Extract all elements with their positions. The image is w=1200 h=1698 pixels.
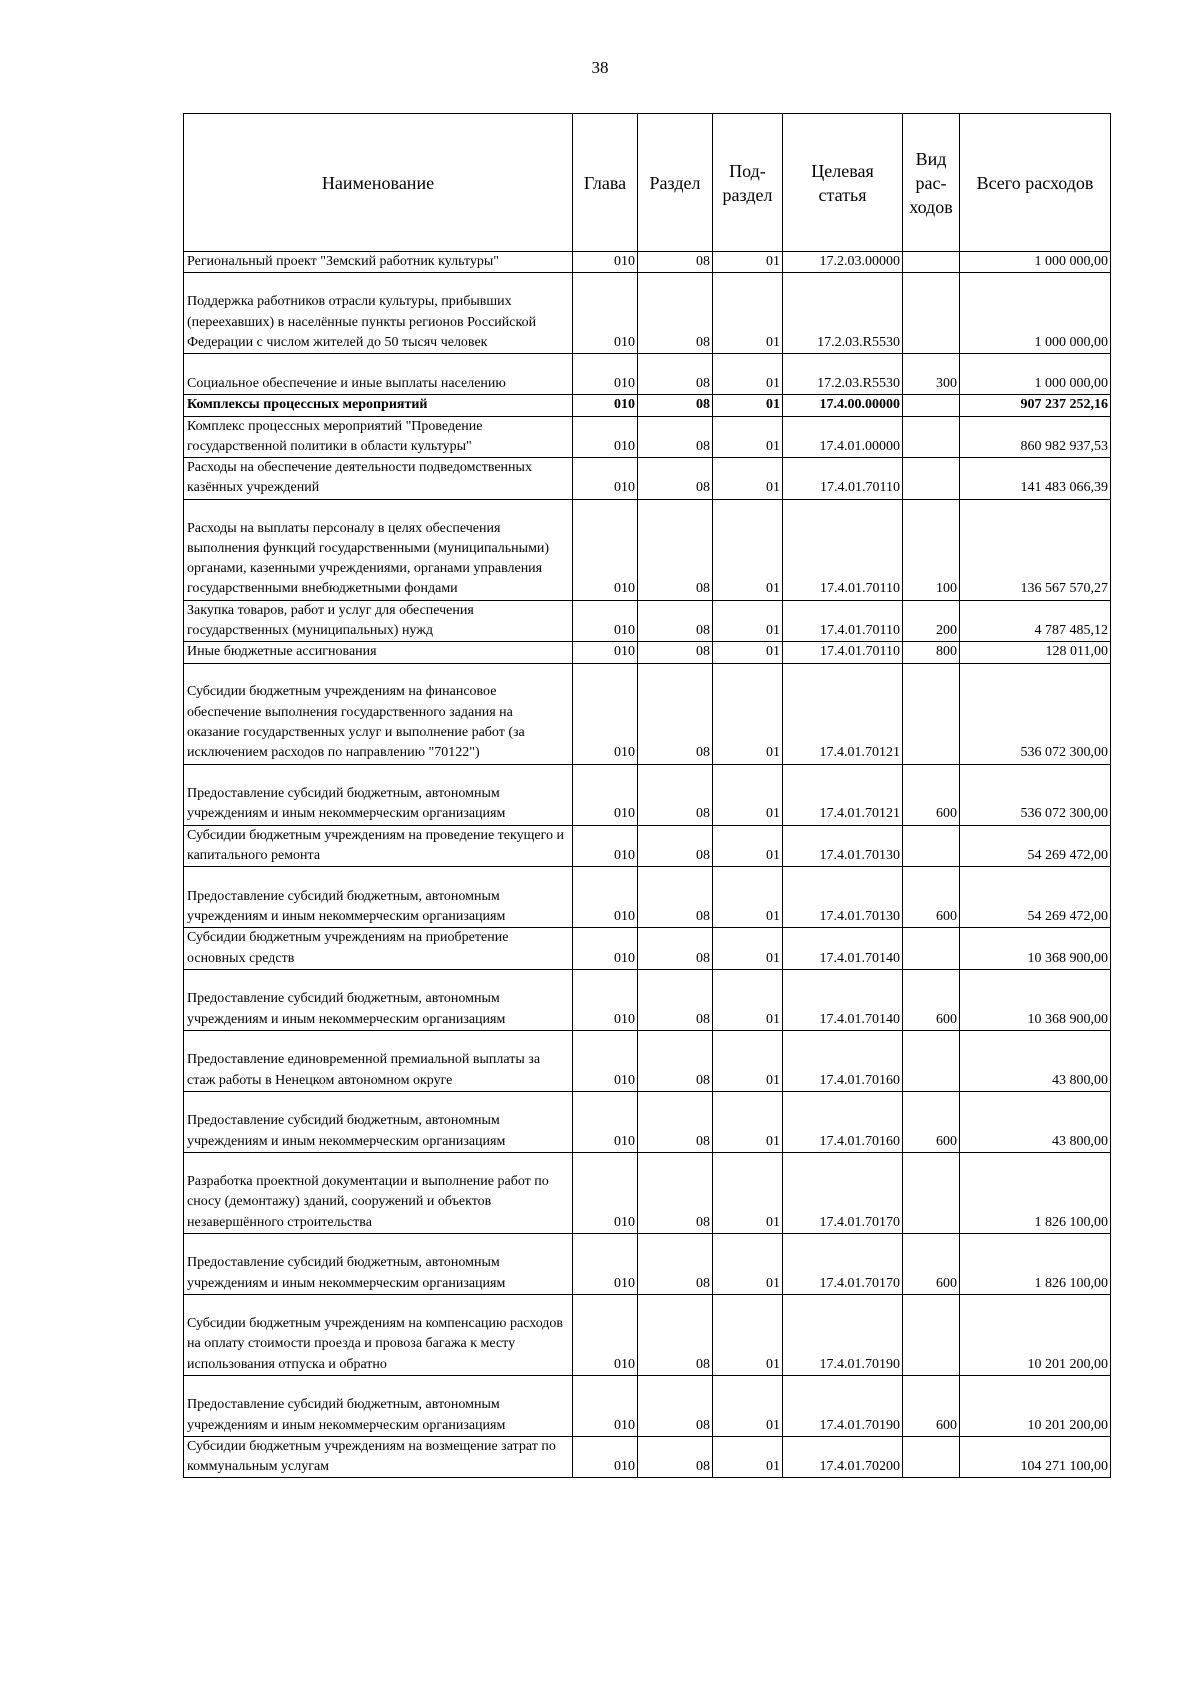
row-expense-type bbox=[903, 273, 960, 354]
row-section: 08 bbox=[638, 458, 713, 500]
row-target-article: 17.2.03.R5530 bbox=[783, 273, 903, 354]
header-target-article: Целевая статья bbox=[783, 114, 903, 252]
header-expense-type: Вид рас- ходов bbox=[903, 114, 960, 252]
row-subsection: 01 bbox=[713, 1233, 783, 1294]
row-target-article: 17.2.03.00000 bbox=[783, 252, 903, 273]
row-section: 08 bbox=[638, 600, 713, 642]
row-section: 08 bbox=[638, 663, 713, 764]
row-chapter: 010 bbox=[573, 600, 638, 642]
row-chapter: 010 bbox=[573, 1091, 638, 1152]
row-target-article: 17.4.01.70170 bbox=[783, 1233, 903, 1294]
row-expense-type bbox=[903, 395, 960, 416]
row-chapter: 010 bbox=[573, 663, 638, 764]
header-total: Всего расходов bbox=[960, 114, 1111, 252]
table-header-row bbox=[184, 114, 1111, 252]
row-expense-type bbox=[903, 1030, 960, 1091]
table-row bbox=[184, 499, 1111, 600]
row-total: 54 269 472,00 bbox=[960, 825, 1111, 867]
row-expense-type: 800 bbox=[903, 642, 960, 663]
row-target-article: 17.4.01.70121 bbox=[783, 663, 903, 764]
row-name: Предоставление субсидий бюджетным, автономным учреждениям и иным некоммерческим организациям bbox=[184, 1091, 573, 1152]
row-name: Расходы на выплаты персоналу в целях обеспечения выполнения функций государственными (муниципальными) органами, казенными учреждениями, органами управления государственными внебюджетными фондами bbox=[184, 499, 573, 600]
row-expense-type bbox=[903, 825, 960, 867]
row-subsection: 01 bbox=[713, 867, 783, 928]
row-subsection: 01 bbox=[713, 1091, 783, 1152]
row-subsection: 01 bbox=[713, 1030, 783, 1091]
row-name: Закупка товаров, работ и услуг для обеспечения государственных (муниципальных) нужд bbox=[184, 600, 573, 642]
row-chapter: 010 bbox=[573, 1294, 638, 1375]
row-expense-type: 600 bbox=[903, 867, 960, 928]
table-row bbox=[184, 600, 1111, 642]
row-subsection: 01 bbox=[713, 663, 783, 764]
row-name: Субсидии бюджетным учреждениям на финансовое обеспечение выполнения государственного задания на оказание государственных услуг и выполнение работ (за исключением расходов по направлению "70122") bbox=[184, 663, 573, 764]
row-subsection: 01 bbox=[713, 354, 783, 395]
row-subsection: 01 bbox=[713, 499, 783, 600]
table-row bbox=[184, 1294, 1111, 1375]
row-subsection: 01 bbox=[713, 642, 783, 663]
row-subsection: 01 bbox=[713, 273, 783, 354]
row-name: Предоставление единовременной премиальной выплаты за стаж работы в Ненецком автономном округе bbox=[184, 1030, 573, 1091]
row-total: 54 269 472,00 bbox=[960, 867, 1111, 928]
row-name: Региональный проект "Земский работник культуры" bbox=[184, 252, 573, 273]
row-target-article: 17.4.01.70130 bbox=[783, 867, 903, 928]
row-total: 4 787 485,12 bbox=[960, 600, 1111, 642]
row-section: 08 bbox=[638, 825, 713, 867]
row-chapter: 010 bbox=[573, 867, 638, 928]
row-name: Предоставление субсидий бюджетным, автономным учреждениям и иным некоммерческим организациям bbox=[184, 1233, 573, 1294]
row-target-article: 17.4.01.70190 bbox=[783, 1294, 903, 1375]
table-row bbox=[184, 764, 1111, 825]
row-subsection: 01 bbox=[713, 1152, 783, 1233]
row-expense-type: 100 bbox=[903, 499, 960, 600]
row-target-article: 17.4.01.70140 bbox=[783, 928, 903, 970]
row-chapter: 010 bbox=[573, 1233, 638, 1294]
table-row bbox=[184, 1233, 1111, 1294]
row-chapter: 010 bbox=[573, 1436, 638, 1478]
row-chapter: 010 bbox=[573, 499, 638, 600]
row-name: Субсидии бюджетным учреждениям на компенсацию расходов на оплату стоимости проезда и провоза багажа к месту использования отпуска и обратно bbox=[184, 1294, 573, 1375]
budget-table bbox=[183, 113, 1111, 1478]
row-section: 08 bbox=[638, 1030, 713, 1091]
row-target-article: 17.4.01.70110 bbox=[783, 499, 903, 600]
row-section: 08 bbox=[638, 252, 713, 273]
row-subsection: 01 bbox=[713, 1375, 783, 1436]
table-row bbox=[184, 273, 1111, 354]
row-target-article: 17.4.01.00000 bbox=[783, 416, 903, 458]
row-subsection: 01 bbox=[713, 458, 783, 500]
row-chapter: 010 bbox=[573, 642, 638, 663]
row-subsection: 01 bbox=[713, 969, 783, 1030]
row-chapter: 010 bbox=[573, 395, 638, 416]
row-chapter: 010 bbox=[573, 458, 638, 500]
row-chapter: 010 bbox=[573, 1030, 638, 1091]
row-section: 08 bbox=[638, 642, 713, 663]
row-total: 536 072 300,00 bbox=[960, 663, 1111, 764]
row-chapter: 010 bbox=[573, 825, 638, 867]
row-subsection: 01 bbox=[713, 1294, 783, 1375]
row-section: 08 bbox=[638, 1294, 713, 1375]
table-row bbox=[184, 825, 1111, 867]
row-expense-type: 600 bbox=[903, 1091, 960, 1152]
table-row bbox=[184, 1152, 1111, 1233]
row-total: 43 800,00 bbox=[960, 1030, 1111, 1091]
row-expense-type bbox=[903, 458, 960, 500]
row-chapter: 010 bbox=[573, 969, 638, 1030]
row-expense-type: 200 bbox=[903, 600, 960, 642]
table-row bbox=[184, 252, 1111, 273]
table-row bbox=[184, 867, 1111, 928]
row-target-article: 17.4.01.70160 bbox=[783, 1091, 903, 1152]
table-row bbox=[184, 354, 1111, 395]
row-total: 10 201 200,00 bbox=[960, 1294, 1111, 1375]
row-target-article: 17.4.01.70190 bbox=[783, 1375, 903, 1436]
row-total: 104 271 100,00 bbox=[960, 1436, 1111, 1478]
row-target-article: 17.4.01.70110 bbox=[783, 600, 903, 642]
row-target-article: 17.4.00.00000 bbox=[783, 395, 903, 416]
row-target-article: 17.4.01.70130 bbox=[783, 825, 903, 867]
row-name: Комплекс процессных мероприятий "Проведение государственной политики в области культуры" bbox=[184, 416, 573, 458]
row-expense-type bbox=[903, 1436, 960, 1478]
row-section: 08 bbox=[638, 1233, 713, 1294]
row-chapter: 010 bbox=[573, 928, 638, 970]
row-name: Предоставление субсидий бюджетным, автономным учреждениям и иным некоммерческим организациям bbox=[184, 969, 573, 1030]
row-expense-type: 600 bbox=[903, 1233, 960, 1294]
row-total: 1 826 100,00 bbox=[960, 1233, 1111, 1294]
row-target-article: 17.4.01.70140 bbox=[783, 969, 903, 1030]
table-row bbox=[184, 1030, 1111, 1091]
header-subsection: Под- раздел bbox=[713, 114, 783, 252]
row-name: Субсидии бюджетным учреждениям на проведение текущего и капитального ремонта bbox=[184, 825, 573, 867]
table-row bbox=[184, 1091, 1111, 1152]
row-target-article: 17.4.01.70121 bbox=[783, 764, 903, 825]
row-expense-type: 600 bbox=[903, 1375, 960, 1436]
row-expense-type bbox=[903, 663, 960, 764]
row-total: 141 483 066,39 bbox=[960, 458, 1111, 500]
header-section: Раздел bbox=[638, 114, 713, 252]
row-name: Разработка проектной документации и выполнение работ по сносу (демонтажу) зданий, сооружений и объектов незавершённого строительства bbox=[184, 1152, 573, 1233]
row-expense-type bbox=[903, 416, 960, 458]
row-total: 907 237 252,16 bbox=[960, 395, 1111, 416]
row-chapter: 010 bbox=[573, 354, 638, 395]
row-total: 1 000 000,00 bbox=[960, 354, 1111, 395]
row-total: 136 567 570,27 bbox=[960, 499, 1111, 600]
row-subsection: 01 bbox=[713, 1436, 783, 1478]
row-expense-type: 600 bbox=[903, 764, 960, 825]
page-number: 38 bbox=[591, 58, 609, 77]
row-section: 08 bbox=[638, 1152, 713, 1233]
row-name: Иные бюджетные ассигнования bbox=[184, 642, 573, 663]
row-target-article: 17.2.03.R5530 bbox=[783, 354, 903, 395]
row-name: Расходы на обеспечение деятельности подведомственных казённых учреждений bbox=[184, 458, 573, 500]
row-expense-type bbox=[903, 252, 960, 273]
row-section: 08 bbox=[638, 764, 713, 825]
row-target-article: 17.4.01.70160 bbox=[783, 1030, 903, 1091]
row-subsection: 01 bbox=[713, 825, 783, 867]
row-total: 10 368 900,00 bbox=[960, 928, 1111, 970]
row-total: 43 800,00 bbox=[960, 1091, 1111, 1152]
row-expense-type: 300 bbox=[903, 354, 960, 395]
row-target-article: 17.4.01.70110 bbox=[783, 458, 903, 500]
row-total: 1 000 000,00 bbox=[960, 273, 1111, 354]
row-chapter: 010 bbox=[573, 252, 638, 273]
row-target-article: 17.4.01.70200 bbox=[783, 1436, 903, 1478]
row-section: 08 bbox=[638, 928, 713, 970]
row-chapter: 010 bbox=[573, 1152, 638, 1233]
row-expense-type bbox=[903, 928, 960, 970]
row-section: 08 bbox=[638, 969, 713, 1030]
header-chapter: Глава bbox=[573, 114, 638, 252]
header-name: Наименование bbox=[184, 114, 573, 252]
row-section: 08 bbox=[638, 499, 713, 600]
table-row bbox=[184, 969, 1111, 1030]
table-row bbox=[184, 642, 1111, 663]
row-total: 1 000 000,00 bbox=[960, 252, 1111, 273]
row-subsection: 01 bbox=[713, 928, 783, 970]
row-subsection: 01 bbox=[713, 395, 783, 416]
row-section: 08 bbox=[638, 416, 713, 458]
row-name: Социальное обеспечение и иные выплаты населению bbox=[184, 354, 573, 395]
row-total: 1 826 100,00 bbox=[960, 1152, 1111, 1233]
row-name: Комплексы процессных мероприятий bbox=[184, 395, 573, 416]
row-name: Предоставление субсидий бюджетным, автономным учреждениям и иным некоммерческим организациям bbox=[184, 764, 573, 825]
row-section: 08 bbox=[638, 273, 713, 354]
row-name: Предоставление субсидий бюджетным, автономным учреждениям и иным некоммерческим организациям bbox=[184, 867, 573, 928]
table-row bbox=[184, 1375, 1111, 1436]
table-row bbox=[184, 1436, 1111, 1478]
row-subsection: 01 bbox=[713, 416, 783, 458]
row-target-article: 17.4.01.70170 bbox=[783, 1152, 903, 1233]
row-total: 10 201 200,00 bbox=[960, 1375, 1111, 1436]
row-expense-type bbox=[903, 1152, 960, 1233]
row-section: 08 bbox=[638, 1436, 713, 1478]
row-subsection: 01 bbox=[713, 764, 783, 825]
row-chapter: 010 bbox=[573, 1375, 638, 1436]
row-section: 08 bbox=[638, 867, 713, 928]
table-row bbox=[184, 928, 1111, 970]
table-row bbox=[184, 663, 1111, 764]
row-name: Поддержка работников отрасли культуры, прибывших (переехавших) в населённые пункты регионов Российской Федерации с числом жителей до 50 тысяч человек bbox=[184, 273, 573, 354]
row-section: 08 bbox=[638, 354, 713, 395]
row-chapter: 010 bbox=[573, 764, 638, 825]
row-name: Предоставление субсидий бюджетным, автономным учреждениям и иным некоммерческим организациям bbox=[184, 1375, 573, 1436]
row-subsection: 01 bbox=[713, 252, 783, 273]
row-total: 860 982 937,53 bbox=[960, 416, 1111, 458]
row-expense-type: 600 bbox=[903, 969, 960, 1030]
row-name: Субсидии бюджетным учреждениям на возмещение затрат по коммунальным услугам bbox=[184, 1436, 573, 1478]
row-total: 128 011,00 bbox=[960, 642, 1111, 663]
row-total: 536 072 300,00 bbox=[960, 764, 1111, 825]
row-subsection: 01 bbox=[713, 600, 783, 642]
row-name: Субсидии бюджетным учреждениям на приобретение основных средств bbox=[184, 928, 573, 970]
row-total: 10 368 900,00 bbox=[960, 969, 1111, 1030]
row-section: 08 bbox=[638, 395, 713, 416]
row-section: 08 bbox=[638, 1091, 713, 1152]
table-row bbox=[184, 458, 1111, 500]
row-chapter: 010 bbox=[573, 416, 638, 458]
row-section: 08 bbox=[638, 1375, 713, 1436]
row-target-article: 17.4.01.70110 bbox=[783, 642, 903, 663]
table-row bbox=[184, 416, 1111, 458]
row-expense-type bbox=[903, 1294, 960, 1375]
row-chapter: 010 bbox=[573, 273, 638, 354]
table-row bbox=[184, 395, 1111, 416]
